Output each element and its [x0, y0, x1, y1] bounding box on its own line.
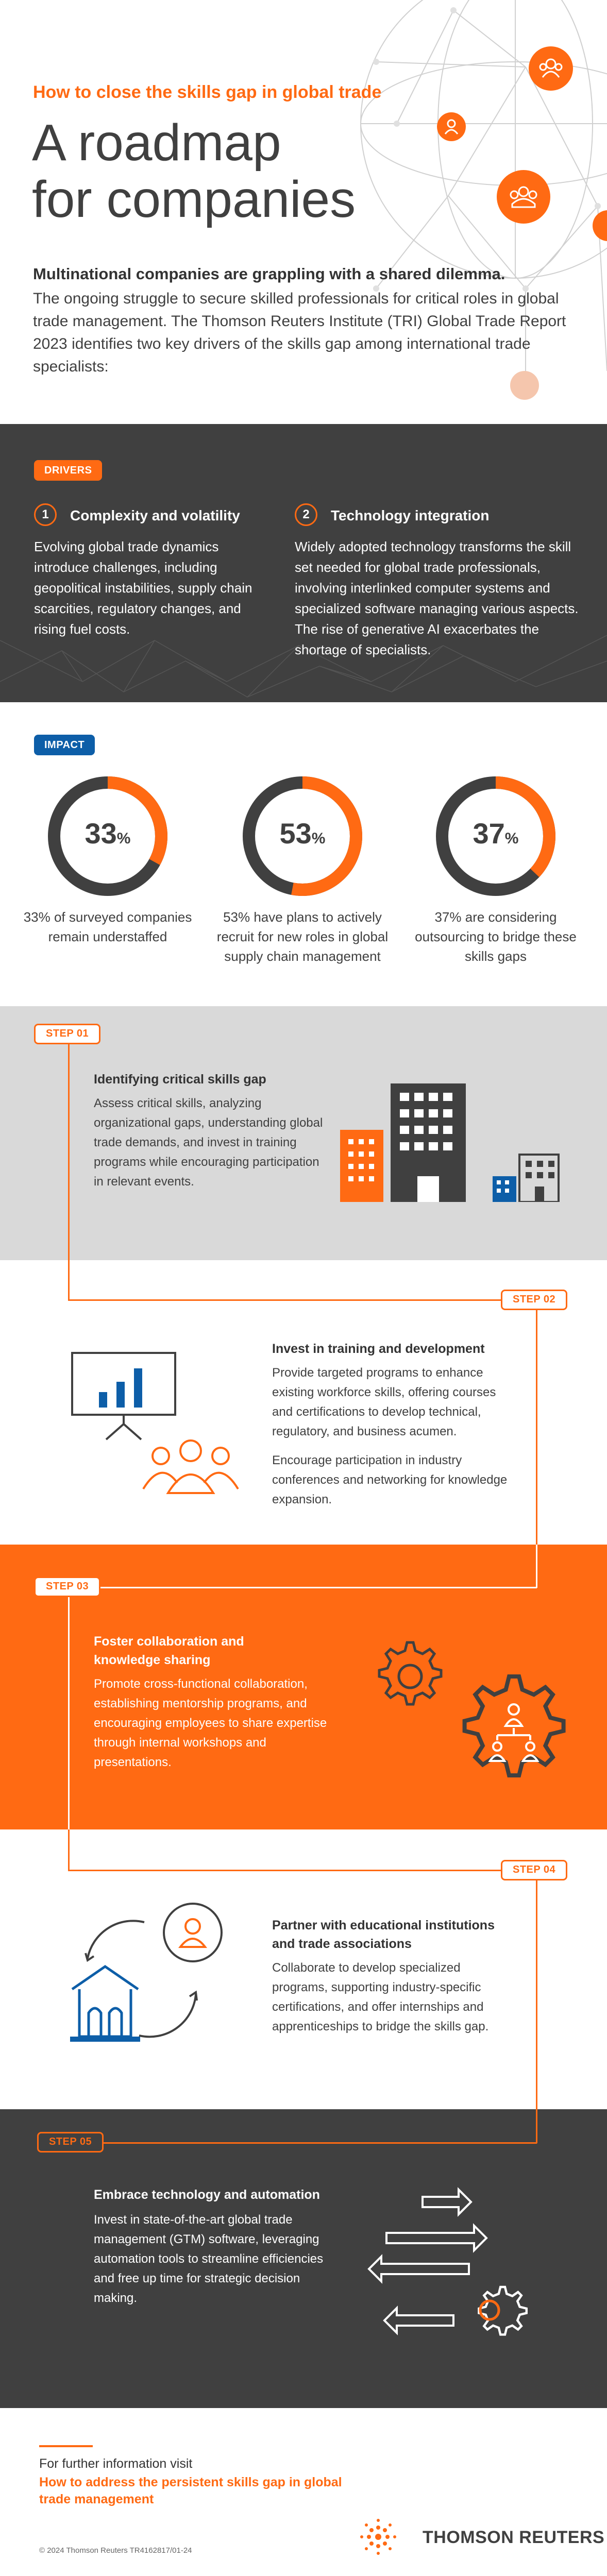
gear-icon: [366, 1637, 582, 1787]
step-4-title: Partner with educational institutions and trade associations: [272, 1918, 495, 1951]
step-4-body: Collaborate to develop specialized programs, supporting industry-specific certifications, and offer internships and apprenticeships to bridge the skills gap.: [272, 1961, 489, 2033]
person-icon: [437, 112, 466, 141]
impact-1-caption: 33% of surveyed companies remain understaffed: [23, 909, 192, 944]
impact-3-value: 37: [473, 817, 505, 850]
step-connector-line: [68, 1260, 70, 1301]
step-1-title: Identifying critical skills gap: [94, 1072, 266, 1087]
title-line-2: for companies: [32, 171, 356, 228]
driver-2-title: Technology integration: [331, 507, 490, 523]
people-icon: [529, 46, 573, 91]
step-1-body: Assess critical skills, analyzing organizational gaps, understanding global trade demands, and invest in training programs while encouraging participation in relevant events.: [94, 1096, 323, 1189]
presentation-chart-icon: [67, 1348, 180, 1440]
title-line-1: A roadmap: [32, 114, 281, 172]
impact-2-value: 53: [279, 817, 312, 850]
step-connector-line: [67, 1587, 537, 1588]
step-2-body-2: Encourage participation in industry conferences and networking for knowledge expansion.: [272, 1453, 508, 1506]
intro-lead: Multinational companies are grappling with a shared dilemma.: [33, 265, 505, 283]
step-1-section: [0, 1006, 607, 1260]
thomson-reuters-logo: [360, 2518, 397, 2555]
driver-1-body: Evolving global trade dynamics introduce challenges, including geopolitical instabilities, supply chain scarcities, regulatory changes, and rising fuel costs.: [34, 539, 252, 637]
footer: [0, 2408, 607, 2576]
footer-divider: [39, 2445, 93, 2447]
step-connector-line: [536, 1880, 537, 2109]
step-5-section: [0, 2109, 607, 2408]
page-kicker: How to close the skills gap in global trade: [33, 82, 382, 102]
impact-3-caption: 37% are considering outsourcing to bridge these skills gaps: [415, 909, 577, 964]
step-2-body: Provide targeted programs to enhance existing workforce skills, offering courses and certifications to develop technical, regulatory, and business acumen.: [272, 1366, 496, 1438]
step-connector-line: [68, 1597, 70, 1829]
impact-donut-2: [241, 774, 364, 898]
impact-3-percent: %: [504, 830, 519, 847]
step-2-tag: STEP 02: [501, 1290, 567, 1310]
impact-2-percent: %: [311, 830, 326, 847]
footer-visit-text: For further information visit: [39, 2456, 193, 2471]
step-connector-line: [68, 1870, 501, 1871]
arrows-icon: [350, 2187, 557, 2357]
drivers-tag: DRIVERS: [34, 460, 102, 481]
step-3-title: Foster collaboration and knowledge sharing: [94, 1634, 244, 1667]
step-2-section: [0, 1260, 607, 1545]
driver-2-body: Widely adopted technology transforms the skill set needed for global trade professionals, involving interlinked computer systems and specialized software managing various aspects. The rise of generative AI exacerbates the shortage of specialists.: [295, 539, 579, 657]
page-title: [32, 114, 424, 228]
buildings-icon: [335, 1078, 572, 1202]
drivers-section: [0, 424, 607, 702]
step-5-body: Invest in state-of-the-art global trade management (GTM) software, leveraging automation tools to streamline efficiencies and free up time for strategic decision making.: [94, 2213, 324, 2305]
step-5-title: Embrace technology and automation: [94, 2188, 320, 2202]
step-3-section: [0, 1545, 607, 1829]
impact-2-caption: 53% have plans to actively recruit for new roles in global supply chain management: [216, 909, 389, 964]
driver-1-title: Complexity and volatility: [70, 507, 240, 523]
impact-1-percent: %: [116, 830, 131, 847]
step-connector-line: [68, 1299, 501, 1301]
team-icon: [497, 170, 550, 224]
step-3-body: Promote cross-functional collaboration, establishing mentorship programs, and encouraging employees to share expertise through internal workshops and presentations.: [94, 1677, 327, 1769]
driver-1-number: 1: [34, 503, 57, 526]
step-2-title: Invest in training and development: [272, 1342, 485, 1356]
step-4-tag: STEP 04: [501, 1860, 567, 1880]
impact-tag: IMPACT: [34, 735, 95, 755]
step-connector-line: [536, 1545, 537, 1588]
people-group-icon: [139, 1435, 242, 1497]
step-connector-line: [68, 1829, 70, 1871]
brand-name: THOMSON REUTERS: [423, 2528, 605, 2547]
step-connector-line: [68, 1044, 70, 1260]
footer-report-link[interactable]: How to address the persistent skills gap in global trade management: [39, 2475, 342, 2506]
step-connector-line: [69, 2142, 537, 2144]
step-connector-line: [536, 1310, 537, 1545]
step-1-tag: STEP 01: [34, 1024, 100, 1044]
step-connector-line: [536, 2109, 537, 2143]
step-4-section: [0, 1829, 607, 2109]
step-3-tag: STEP 03: [34, 1577, 100, 1597]
driver-2-number: 2: [295, 503, 317, 526]
intro-body: The ongoing struggle to secure skilled professionals for critical roles in global trade management. The Thomson Reuters Institute (TRI) Global Trade Report 2023 identifies two key drivers of the skills gap among international trade specialists:: [33, 290, 566, 375]
step-5-tag: STEP 05: [37, 2132, 104, 2153]
house-institution-icon: [67, 1902, 232, 2056]
impact-1-value: 33: [85, 817, 117, 850]
impact-donut-1: [46, 774, 170, 898]
impact-donut-3: [434, 774, 558, 898]
footer-copyright: © 2024 Thomson Reuters TR4162817/01-24: [39, 2546, 192, 2555]
impact-section: [0, 702, 607, 1006]
